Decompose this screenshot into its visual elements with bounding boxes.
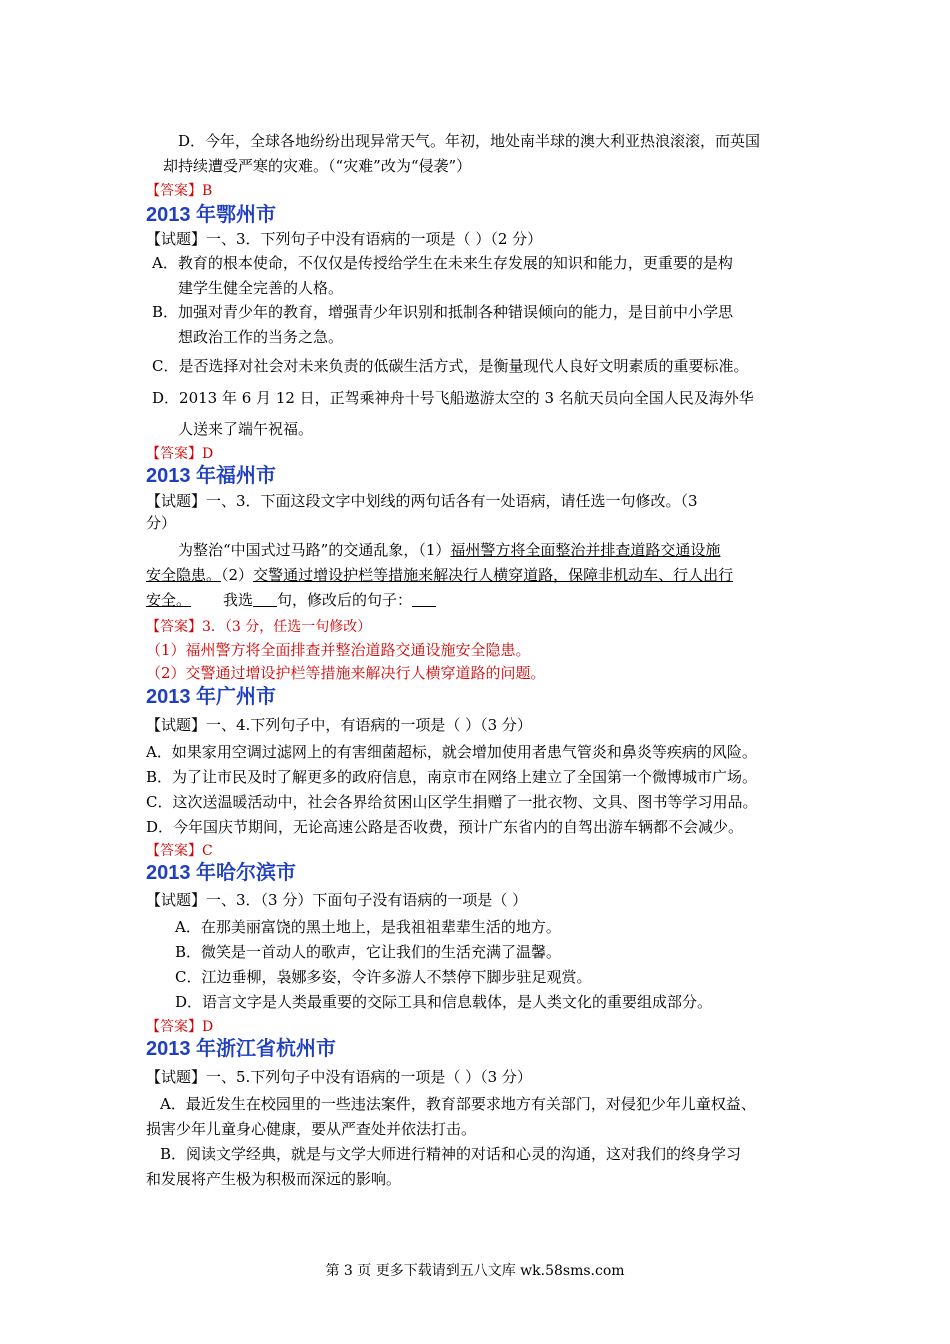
option-d-line1: D．今年，全球各地纷纷出现异常天气。年初，地处南半球的澳大利亚热浪滚滚，而英国 — [178, 132, 761, 150]
question-line1: 【试题】一、3．下面这段文字中划线的两句话各有一处语病，请任选一句修改。（3 — [146, 492, 698, 510]
option-b: B．微笑是一首动人的歌声，它让我们的生活充满了温馨。 — [175, 943, 562, 961]
underlined-sentence-2: 交警通过增设护栏等措施来解决行人横穿道路，保障非机动车、行人出行 — [253, 566, 734, 584]
option-c: C．这次送温暖活动中，社会各界给贫困山区学生捐赠了一批衣物、文具、图书等学习用品。 — [146, 793, 758, 811]
section-heading-ezhou: 2013 年鄂州市 — [146, 204, 277, 226]
passage-line3 — [146, 590, 436, 610]
section-heading-hangzhou: 2013 年浙江省杭州市 — [146, 1038, 337, 1060]
answer-fix-2: （2）交警通过增设护栏等措施来解决行人横穿道路的问题。 — [146, 664, 546, 682]
option-b-line2: 和发展将产生极为积极而深远的影响。 — [146, 1170, 402, 1188]
option-b: B．为了让市民及时了解更多的政府信息，南京市在网络上建立了全国第一个微博城市广场。 — [146, 768, 758, 786]
underlined-sentence-1: 福州警方将全面整治并排查道路交通设施 — [450, 541, 721, 559]
question: 【试题】一、5.下列句子中没有语病的一项是（ ）（3 分） — [146, 1068, 532, 1086]
option-b-line1: B．阅读文学经典，就是与文学大师进行精神的对话和心灵的沟通，这对我们的终身学习 — [160, 1145, 742, 1163]
option-a-line2: 损害少年儿童身心健康，要从严查处并依法打击。 — [146, 1120, 477, 1138]
rewrite-blank[interactable] — [412, 591, 436, 607]
option-b-line2: 想政治工作的当务之急。 — [178, 328, 344, 346]
option-c: C．江边垂柳，袅娜多姿，令许多游人不禁停下脚步驻足观赏。 — [175, 968, 592, 986]
question: 【试题】一、3．（3 分）下面句子没有语病的一项是（ ） — [146, 891, 528, 909]
option-d-line2: 却持续遭受严寒的灾难。（“灾难”改为“侵袭”） — [163, 157, 472, 175]
answer: 【答案】C — [146, 843, 213, 859]
answer-fix-1: （1）福州警方将全面排查并整治道路交通设施安全隐患。 — [146, 641, 531, 659]
option-a-line2: 建学生健全完善的人格。 — [178, 279, 344, 297]
option-b-line1: B．加强对青少年的教育，增强青少年识别和抵制各种错误倾向的能力，是目前中小学思 — [152, 303, 734, 321]
choice-blank[interactable] — [253, 591, 277, 607]
question-line2: 分） — [146, 514, 177, 532]
underlined-sentence-2-end: 安全。 — [146, 591, 192, 609]
option-a: A．如果家用空调过滤网上的有害细菌超标，就会增加使用者患气管炎和鼻炎等疾病的风险。 — [146, 743, 757, 761]
section-heading-fuzhou: 2013 年福州市 — [146, 465, 277, 487]
choice-prompt: 我选 — [223, 591, 254, 609]
rewrite-prompt: 句，修改后的句子： — [277, 591, 413, 609]
option-c-line1: C．是否选择对社会对未来负责的低碳生活方式，是衡量现代人良好文明素质的重要标准。 — [152, 357, 749, 375]
answer: 【答案】3．（3 分，任选一句修改） — [146, 619, 372, 635]
question: 【试题】一、4.下列句子中，有语病的一项是（ ）（3 分） — [146, 716, 532, 734]
passage-text: 为整治“中国式过马路”的交通乱象，（1） — [178, 541, 451, 559]
option-a-line1: A．教育的根本使命，不仅仅是传授给学生在未来生存发展的知识和能力，更重要的是构 — [152, 254, 733, 272]
page-footer: 第 3 页 更多下载请到五八文库 wk.58sms.com — [325, 1263, 625, 1279]
option-d: D．今年国庆节期间，无论高速公路是否收费，预计广东省内的自驾出游车辆都不会减少。 — [146, 818, 744, 836]
option-d: D．语言文字是人类最重要的交际工具和信息载体，是人类文化的重要组成部分。 — [175, 993, 713, 1011]
option-d-line2: 人送来了端午祝福。 — [178, 420, 314, 438]
section-heading-guangzhou: 2013 年广州市 — [146, 686, 277, 708]
answer: 【答案】B — [146, 183, 213, 199]
passage-line1 — [178, 540, 720, 560]
passage-text: （2） — [221, 566, 254, 584]
answer: 【答案】D — [146, 1019, 214, 1035]
underlined-sentence-1-end: 安全隐患。 — [146, 566, 222, 584]
option-d-line1: D．2013 年 6 月 12 日，正驾乘神舟十号飞船遨游太空的 3 名航天员向全国人民及海外华 — [152, 389, 754, 407]
option-a: A．在那美丽富饶的黑土地上，是我祖祖辈辈生活的地方。 — [175, 918, 561, 936]
question: 【试题】一、3．下列句子中没有语病的一项是（ ）（2 分） — [146, 230, 543, 248]
section-heading-harbin: 2013 年哈尔滨市 — [146, 862, 297, 884]
passage-line2 — [146, 565, 733, 585]
option-a-line1: A．最近发生在校园里的一些违法案件，教育部要求地方有关部门，对侵犯少年儿童权益、 — [160, 1095, 756, 1113]
answer: 【答案】D — [146, 446, 214, 462]
